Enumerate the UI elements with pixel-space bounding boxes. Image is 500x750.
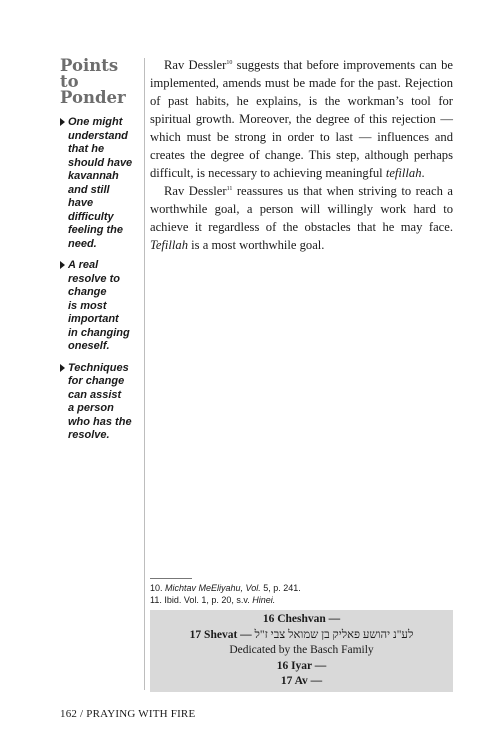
ponder-list [60, 116, 142, 443]
ponder-line: and still [68, 183, 110, 196]
footnote [150, 594, 453, 606]
footnote-text: Ibid. Vol. 1, p. 20, s.v. [164, 595, 253, 605]
dedication-text: Dedicated by the Basch Family [229, 644, 374, 656]
ponder-line: should have [68, 156, 133, 169]
ponder-line: need. [68, 237, 97, 250]
main-text [150, 56, 453, 254]
footnote-ref[interactable]: 10 [226, 60, 233, 66]
footnote-divider [150, 578, 192, 579]
ponder-item [60, 259, 142, 354]
paragraph [150, 56, 453, 182]
dedication-box [150, 610, 453, 692]
ponder-line: resolve to [68, 272, 120, 285]
ponder-line: feeling the [68, 224, 124, 236]
triangle-bullet-icon [60, 261, 65, 269]
footnote-number: 11. [150, 595, 162, 605]
page-footer: 162 / PRAYING WITH FIRE [60, 708, 196, 720]
dedication-date: 17 Shevat — [189, 628, 252, 641]
text-run: . [421, 166, 425, 180]
footnote-source-title: Michtav MeEliyahu, Vol. [165, 583, 261, 593]
sidebar-title [60, 58, 142, 106]
ponder-line: understand [68, 129, 128, 142]
dedication-memorial-line [150, 628, 453, 644]
ponder-line: Techniques [68, 361, 129, 374]
ponder-line: a person [68, 402, 114, 414]
ponder-line: important [68, 313, 119, 325]
text-run: is a most worthwhile goal. [188, 238, 325, 252]
points-to-ponder-sidebar [60, 58, 142, 451]
footnote [150, 582, 453, 594]
sidebar-title-line: Points [60, 56, 119, 75]
italic-term: Tefillah [150, 238, 189, 252]
ponder-item-text [68, 116, 142, 251]
text-run: Rav Dessler [164, 58, 227, 72]
italic-term: tefillah [385, 166, 422, 180]
ponder-item-text [68, 259, 142, 354]
footnote-source-title: Hinei. [252, 595, 276, 605]
ponder-line: is most [68, 299, 107, 312]
dedication-date: 16 Iyar — [276, 659, 327, 672]
ponder-line: who has the [68, 415, 132, 428]
ponder-item [60, 116, 142, 251]
footnote-text: 5, p. 241. [260, 583, 301, 593]
text-run: Rav Dessler [164, 184, 227, 198]
sidebar-divider [144, 58, 145, 690]
sidebar-title-line: Ponder [60, 88, 126, 107]
ponder-line: oneself. [68, 340, 110, 352]
text-run: suggests that before improvements can be implemented, amends must be made for the past. Rejection of past habits, he explains, is the workman’s tool for spiritual growth. Moreover, the degree of this rejection — which must be strong in order to last — influences and creates the degree of change. This step, although perhaps difficult, is necessary to achieving meaningful [150, 58, 453, 180]
footnote-number: 10. [150, 583, 163, 593]
ponder-line: One might [68, 116, 123, 128]
footnote-ref[interactable]: 11 [226, 186, 233, 192]
text-run: reassures us that when striving to reach a worthwhile goal, a person will willingly work hard to achieve it regardless of the obstacles that he may face. [150, 184, 453, 234]
sidebar-title-line: to [60, 72, 79, 91]
ponder-item [60, 362, 142, 443]
ponder-line: resolve. [68, 429, 110, 441]
ponder-line: for change [68, 375, 125, 387]
dedication-date: 17 Av — [280, 675, 323, 687]
ponder-line: can assist [68, 388, 122, 401]
dedication-date: 16 Cheshvan — [262, 613, 341, 625]
ponder-line: have [68, 197, 94, 209]
ponder-line: kavannah [68, 170, 119, 182]
ponder-line: in changing [68, 326, 130, 339]
triangle-bullet-icon [60, 118, 65, 126]
ponder-line: change [68, 286, 107, 298]
footnotes [150, 582, 453, 606]
memorial-name: לע"נ יהושע פאליק בן שמואל צבי ז"ל [254, 628, 414, 641]
ponder-item-text [68, 362, 142, 443]
ponder-line: difficulty [68, 210, 114, 223]
paragraph [150, 182, 453, 254]
ponder-line: that he [68, 143, 105, 155]
ponder-line: A real [68, 259, 99, 271]
triangle-bullet-icon [60, 364, 65, 372]
